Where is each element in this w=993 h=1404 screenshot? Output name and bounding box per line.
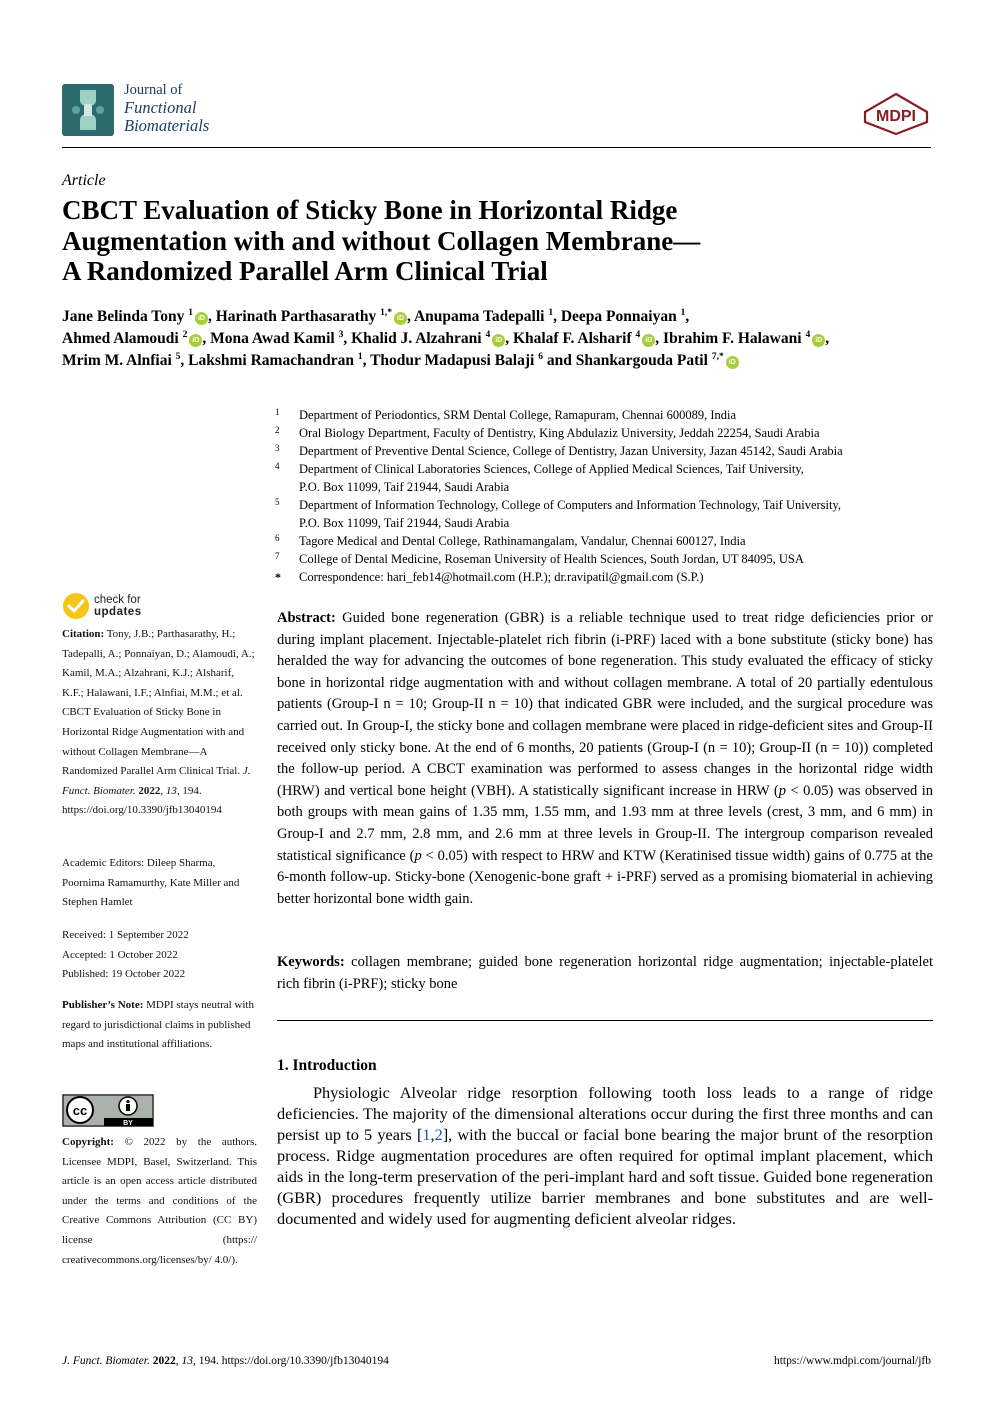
citation-text: Tony, J.B.; Parthasarathy, H.; Tadepalli, A.; Ponnaiyan, D.; Alamoudi, A.; Kamil, M.A.; Alzahrani, K.J.; Alsharif, K.F.; Halawani, I.F.; Alnfiai, M.M.; et al. CBCT Evaluation of Sticky Bone in Horizontal Ridge Augmentation with and without Collagen Membrane—A Randomized Parallel Arm Clinical Trial. <box>62 628 255 778</box>
received-date: Received: 1 September 2022 <box>62 929 189 941</box>
author-name[interactable]: Ibrahim F. Halawani <box>663 330 802 347</box>
journal-name <box>124 82 209 135</box>
author-name[interactable]: Mona Awad Kamil <box>210 330 335 347</box>
orcid-icon[interactable]: iD <box>394 312 407 325</box>
footer-journal-url[interactable]: https://www.mdpi.com/journal/jfb <box>773 1355 931 1367</box>
cc-by-license-icon[interactable] <box>62 1094 154 1127</box>
citation-label: Citation: <box>62 628 105 640</box>
affiliation-item: 1 Department of Periodontics, SRM Dental College, Ramapuram, Chennai 600089, India <box>275 407 737 422</box>
orcid-icon[interactable]: iD <box>195 312 208 325</box>
check-for-updates-button[interactable] <box>62 592 162 622</box>
mdpi-logo-icon <box>861 92 931 136</box>
journal-name-line3: Biomaterials <box>124 115 210 135</box>
orcid-icon[interactable]: iD <box>642 334 655 347</box>
author-name[interactable]: Thodur Madapusi Balaji <box>370 352 535 369</box>
affiliation-item: 2 Oral Biology Department, Faculty of Dentistry, King Abdulaziz University, Jeddah 22254, Saudi Arabia <box>275 425 820 440</box>
header-divider <box>62 147 931 148</box>
author-name[interactable]: Deepa Ponnaiyan <box>560 308 677 325</box>
author-name[interactable]: Anupama Tadepalli <box>413 308 545 325</box>
affiliation-item: 5 Department of Information Technology, College of Computers and Information Technology, Taif University, P.O. Box 11099, Taif 21944, Saudi Arabia <box>275 497 842 530</box>
affiliation-item: 4 Department of Clinical Laboratories Sciences, College of Applied Medical Sciences, Taif University, P.O. Box 11099, Taif 21944, Saudi Arabia <box>275 461 804 494</box>
reference-link[interactable]: 1 <box>422 1125 431 1144</box>
orcid-icon[interactable]: iD <box>189 334 202 347</box>
footer-citation: J. Funct. Biomater. 2022, 13, 194. https://doi.org/10.3390/jfb13040194 <box>62 1355 389 1367</box>
svg-text:BY: BY <box>123 1120 133 1127</box>
abstract-label: Abstract: <box>277 610 336 626</box>
paper-title <box>62 195 932 287</box>
author-name[interactable]: Jane Belinda Tony <box>62 308 185 325</box>
keywords: Keywords: collagen membrane; guided bone regeneration horizontal ridge augmentation; injectable-platelet rich fibrin (i-PRF); sticky bone <box>277 954 933 992</box>
svg-text:cc: cc <box>72 1103 88 1118</box>
introduction-paragraph: Physiologic Alveolar ridge resorption following tooth loss leads to a range of ridge deficiencies. The majority of the dimensional alterations occur during the first three months and can persist up to 5 years [1,2], with the buccal or facial bone bearing the major brunt of the resorption process. Ridge augmentation procedures are often required for optimal implant placement, which aids in the long-term preservation of the peri-implant hard and soft tissue. Guided bone regeneration (GBR) procedures frequently utilize barrier membranes and bone substitutes and are well-documented and widely used for augmenting deficient alveolar ridges. <box>277 1083 934 1228</box>
publication-dates <box>62 926 257 985</box>
author-name[interactable]: Ahmed Alamoudi <box>62 330 179 347</box>
affiliation-item: 3 Department of Preventive Dental Science, College of Dentistry, Jazan University, Jazan 45142, Saudi Arabia <box>275 443 843 458</box>
section-heading: 1. Introduction <box>277 1057 377 1074</box>
affiliation-item: 7 College of Dental Medicine, Roseman University of Health Sciences, South Jordan, UT 84095, USA <box>275 551 804 566</box>
publisher-note: Publisher’s Note: MDPI stays neutral with regard to jurisdictional claims in published maps and institutional affiliations. <box>62 999 254 1051</box>
orcid-icon[interactable]: iD <box>492 334 505 347</box>
author-list: Jane Belinda Tony $^1$iD , Harinath Parthasarathy $^{1,*}$iD , Anupama Tadepalli $^1$, Deepa Ponnaiyan $^1$, Ahmed Alamoudi $^2$iD , Mona Awad Kamil $^3$, Khalid J. Alzahrani $^4$iD , Khalaf F. Alsharif $^4$iD , Ibrahim F. Halawani $^4$iD , Mrim M. Alnfiai $^5$, Lakshmi Ramachandran $^1$, Thodur Madapusi Balaji $^6$ and Shankargouda Patil $^{7,*}$iD <box>62 307 830 369</box>
paper-title-line: A Randomized Parallel Arm Clinical Trial <box>62 256 548 286</box>
author-name[interactable]: Shankargouda Patil <box>575 352 708 369</box>
footer-doi-link[interactable]: , 194. https://doi.org/10.3390/jfb13040194 <box>192 1355 389 1367</box>
svg-text:MDPI: MDPI <box>876 108 916 125</box>
paper-title-line: Augmentation with and without Collagen Membrane— <box>62 225 701 256</box>
academic-editors: Academic Editors: Dileep Sharma, Poornima Ramamurthy, Kate Miller and Stephen Hamlet <box>62 857 240 909</box>
check-updates-line1: check for <box>94 594 141 606</box>
journal-name-line2: Functional <box>124 97 197 117</box>
orcid-icon[interactable]: iD <box>726 356 739 369</box>
author-name[interactable]: Harinath Parthasarathy <box>215 308 377 325</box>
orcid-icon[interactable]: iD <box>812 334 825 347</box>
affiliation-item: 6 Tagore Medical and Dental College, Rathinamangalam, Vandalur, Chennai 600127, India <box>275 533 746 548</box>
accepted-date: Accepted: 1 October 2022 <box>62 948 178 961</box>
journal-bone-logo-icon <box>62 84 114 136</box>
published-date: Published: 19 October 2022 <box>62 968 186 981</box>
citation-block: Citation: Tony, J.B.; Parthasarathy, H.; Tadepalli, A.; Ponnaiyan, D.; Alamoudi, A.; Kamil, M.A.; Alzahrani, K.J.; Alsharif, K.F.; Halawani, I.F.; Alnfiai, M.M.; et al. CBCT Evaluation of Sticky Bone in Horizontal Ridge Augmentation with and without Collagen Membrane—A Randomized Parallel Arm Clinical Trial. J. Funct. Biomater. 2022, 13, 194. https://doi.org/10.3390/jfb13040194 <box>62 628 255 817</box>
journal-name-line1: Journal of <box>124 82 183 98</box>
section-divider <box>277 1020 933 1021</box>
author-name[interactable]: Lakshmi Ramachandran <box>188 352 354 369</box>
paper-title-line: CBCT Evaluation of Sticky Bone in Horizontal Ridge <box>62 195 678 225</box>
check-updates-icon <box>62 592 90 620</box>
author-name[interactable]: Khalid J. Alzahrani <box>351 330 482 347</box>
abstract: Abstract: Guided bone regeneration (GBR) is a reliable technique used to treat ridge deficiencies prior or during implant placement. Injectable-platelet rich fibrin (i-PRF) laced with a bone substitute (sticky bone) has heralded the way for advancing the outcomes of bone regeneration. This study evaluated the efficacy of sticky bone in horizontal ridge augmentation with and without collagen membrane. A total of 20 partially edentulous patients (Group-I n = 10; Group-II n = 10) that indicated GBR were included, and the surgical procedure was carried out. In Group-I, the sticky bone and collagen membrane were placed in ridge-deficient sites and Group-II received only sticky bone. At the end of 6 months, 20 patients (Group-I (n = 10); Group-II (n = 10)) completed the follow-up period. A CBCT examination was performed to assess changes in the horizontal ridge width (HRW) and vertical bone height (VBH). A statistically significant increase in HRW (p < 0.05) was observed in both groups with mean gains of 1.35 mm, 1.55 mm, and 1.93 mm at three levels (crest, 3 mm, and 6 mm) in Group-I and 2.7 mm, 2.8 mm, and 2.6 mm at three levels in Group-II. The intergroup comparison revealed statistical significance (p < 0.05) with respect to HRW and KTW (Keratinised tissue width) gains of 0.775 at the 6-month follow-up. Sticky-bone (Xenogenic-bone graft + i-PRF) served as a promising biomaterial in achieving better horizontal bone width gain. <box>277 610 934 907</box>
affiliation-list <box>275 406 935 586</box>
correspondence: * Correspondence: hari_feb14@hotmail.com (H.P.); dr.ravipatil@gmail.com (S.P.) <box>275 570 704 584</box>
check-updates-line2: updates <box>94 606 142 618</box>
author-name[interactable]: Khalaf F. Alsharif <box>512 330 632 347</box>
reference-link[interactable]: 2 <box>434 1125 443 1144</box>
article-type: Article <box>62 172 106 189</box>
keywords-label: Keywords: <box>277 954 345 970</box>
citation-doi-link[interactable]: , 194. https://doi.org/10.3390/jfb13040194 <box>62 784 222 817</box>
author-name[interactable]: Mrim M. Alnfiai <box>62 352 172 369</box>
copyright-notice: Copyright: © 2022 by the authors. Licensee MDPI, Basel, Switzerland. This article is an open access article distributed under the terms and conditions of the Creative Commons Attribution (CC BY) license (https:// creativecommons.org/licenses/by/ 4.0/). <box>62 1136 257 1266</box>
journal-logo-block <box>62 82 262 142</box>
